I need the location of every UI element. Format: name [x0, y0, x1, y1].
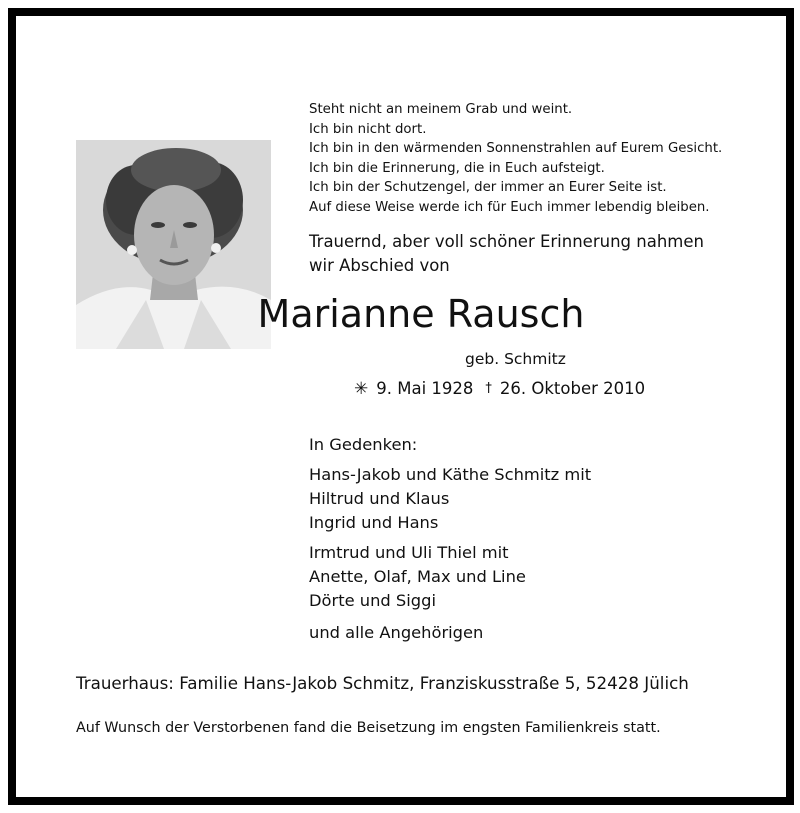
family-line: Ingrid und Hans — [309, 513, 439, 532]
poem-line: Ich bin in den wärmenden Sonnenstrahlen auf Eurem Gesicht. — [309, 141, 723, 157]
burial-note: Auf Wunsch der Verstorbenen fand die Beisetzung im engsten Familienkreis statt. — [76, 720, 661, 736]
family-group-3 — [309, 621, 483, 645]
intro-line-2: wir Abschied von — [309, 256, 450, 275]
mourning-house-address: Trauerhaus: Familie Hans-Jakob Schmitz, Franziskusstraße 5, 52428 Jülich — [76, 673, 689, 693]
poem-line: Steht nicht an meinem Grab und weint. — [309, 102, 573, 117]
life-dates — [354, 377, 645, 401]
poem-line: Ich bin nicht dort. — [309, 121, 427, 137]
poem-line: Auf diese Weise werde ich für Euch immer lebendig bleiben. — [309, 199, 710, 215]
family-line: Dörte und Siggi — [309, 591, 436, 610]
family-group-2 — [309, 541, 526, 613]
memory-label: In Gedenken: — [309, 435, 418, 454]
poem-line: Ich bin die Erinnerung, die in Euch aufsteigt. — [309, 160, 605, 176]
poem — [309, 100, 722, 218]
family-line: und alle Angehörigen — [309, 623, 484, 642]
death-date: 26. Oktober 2010 — [499, 379, 646, 398]
family-line: Anette, Olaf, Max und Line — [309, 567, 526, 586]
birth-date: 9. Mai 1928 — [376, 379, 474, 398]
poem-line: Ich bin der Schutzengel, der immer an Eurer Seite ist. — [309, 180, 667, 196]
intro-text — [309, 230, 704, 278]
family-group-1 — [309, 463, 591, 535]
intro-line-1: Trauernd, aber voll schöner Erinnerung nahmen — [309, 232, 704, 251]
death-cross-icon: † — [485, 381, 492, 396]
birth-star-icon: ✳ — [354, 379, 369, 399]
family-line: Hans-Jakob und Käthe Schmitz mit — [309, 465, 592, 484]
family-line: Hiltrud und Klaus — [309, 489, 450, 508]
obituary-frame — [8, 8, 794, 805]
family-line: Irmtrud und Uli Thiel mit — [309, 543, 509, 562]
maiden-name: geb. Schmitz — [465, 350, 566, 368]
deceased-name: Marianne Rausch — [257, 292, 585, 336]
